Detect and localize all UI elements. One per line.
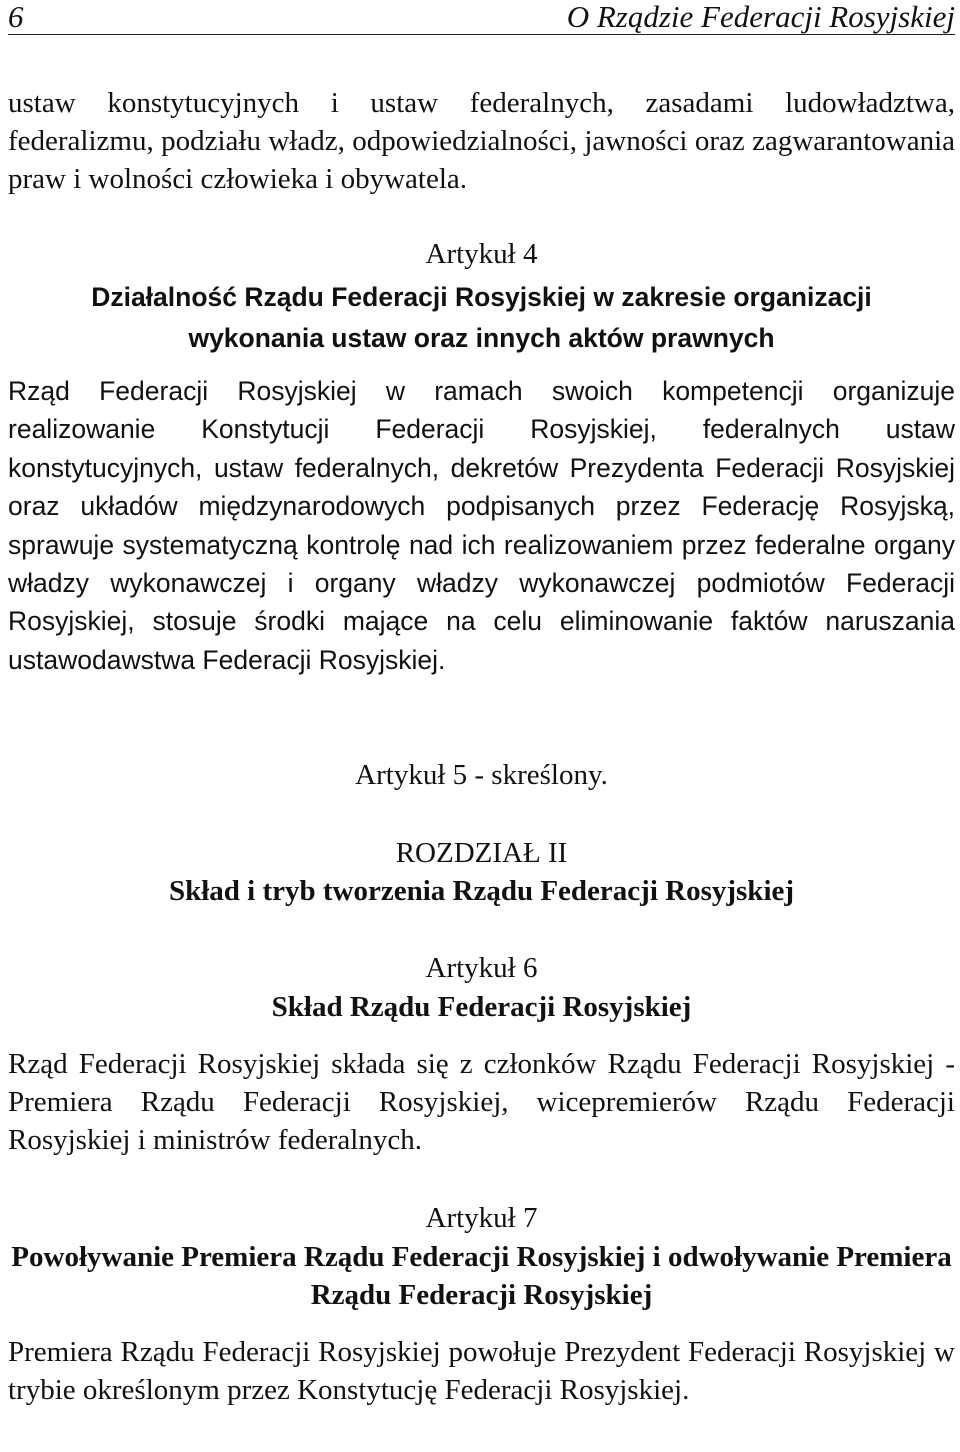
article-7-body: Premiera Rządu Federacji Rosyjskiej powołuje Prezydent Federacji Rosyjskiej w trybie określonym przez Konstytucję Federacji Rosyjskiej. xyxy=(8,1336,955,1406)
article-7-title: Powoływanie Premiera Rządu Federacji Rosyjskiej i odwoływanie Premiera Rządu Federacji Rosyjskiej xyxy=(11,1241,952,1311)
article-6-number: Artykuł 6 xyxy=(425,952,538,984)
intro-paragraph: ustaw konstytucyjnych i ustaw federalnych, zasadami ludowładztwa, federalizmu, podziału władz, odpowiedzialności, jawności oraz zagwarantowania praw i wolności człowieka i obywatela. xyxy=(8,87,955,195)
running-header xyxy=(8,0,955,35)
chapter-2-title: Skład i tryb tworzenia Rządu Federacji Rosyjskiej xyxy=(168,875,795,907)
article-4-title: Działalność Rządu Federacji Rosyjskiej w zakresie organizacji wykonania ustaw oraz innych aktów prawnych xyxy=(91,282,872,353)
article-6-title: Skład Rządu Federacji Rosyjskiej xyxy=(271,991,692,1023)
running-title: O Rządzie Federacji Rosyjskiej xyxy=(566,0,955,34)
chapter-2-number: ROZDZIAŁ II xyxy=(395,837,568,869)
article-7-number: Artykuł 7 xyxy=(425,1202,538,1234)
document-page xyxy=(8,0,955,1452)
article-4-body: Rząd Federacji Rosyjskiej w ramach swoich kompetencji organizuje realizowanie Konstytucji Federacji Rosyjskiej, federalnych ustaw konstytucyjnych, ustaw federalnych, dekretów Prezydenta Federacji Rosyjskiej oraz układów międzynarodowych podpisanych przez Federację Rosyjską, sprawuje systematyczną kontrolę nad ich realizowaniem przez federalne organy władzy wykonawczej i organy władzy wykonawczej podmiotów Federacji Rosyjskiej, stosuje środki mające na celu eliminowanie faktów naruszania ustawodawstwa Federacji Rosyjskiej. xyxy=(8,376,955,675)
article-6-body: Rząd Federacji Rosyjskiej składa się z członków Rządu Federacji Rosyjskiej - Premiera Rządu Federacji Rosyjskiej, wicepremierów Rządu Federacji Rosyjskiej i ministrów federalnych. xyxy=(8,1048,955,1156)
article-4-number: Artykuł 4 xyxy=(425,238,538,270)
page-number: 6 xyxy=(8,0,24,34)
article-5-deleted: Artykuł 5 - skreślony. xyxy=(355,759,608,791)
